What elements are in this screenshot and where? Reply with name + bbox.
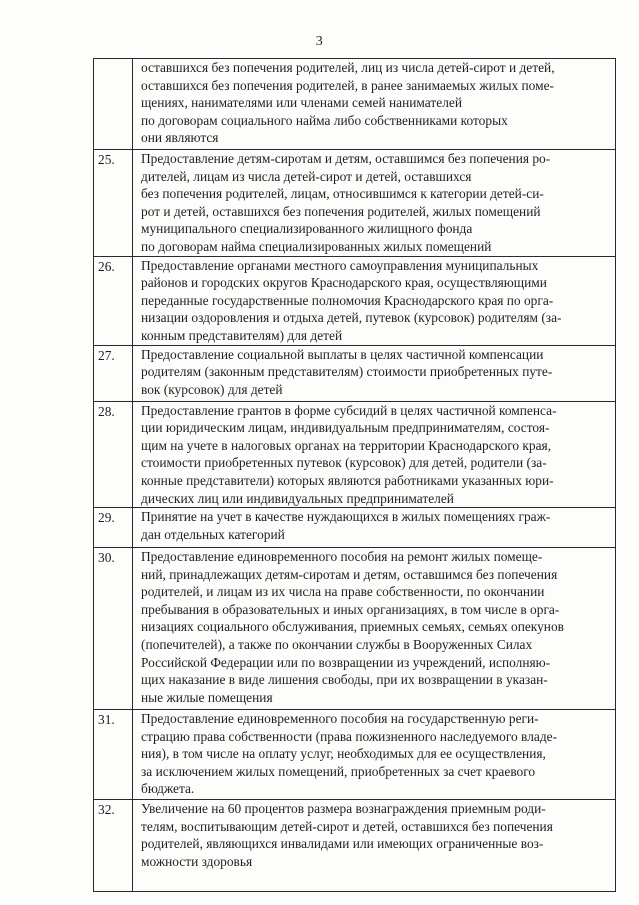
text-line: ции юридическим лицам, индивидуальным предпринимателям, состоя- — [141, 420, 550, 436]
text-line: низации оздоровления и отдыха детей, путевок (курсовок) родителям (за- — [141, 310, 562, 326]
table-row — [94, 345, 616, 401]
row-number: 30. — [94, 548, 133, 710]
row-number — [94, 59, 133, 150]
text-line: конным представителям) для детей — [141, 327, 343, 343]
table-row — [94, 508, 616, 548]
row-text — [133, 345, 616, 401]
text-line: Предоставление единовременного пособия на ремонт жилых помеще- — [141, 549, 543, 565]
table-row — [94, 256, 616, 345]
table-row — [94, 401, 616, 508]
text-line: родителей, являющихся инвалидами или имеющих ограниченные воз- — [141, 836, 544, 852]
text-line: ний, принадлежащих детям-сиротам и детям, оставшимся без попечения — [141, 566, 558, 582]
text-line: Предоставление социальной выплаты в целях частичной компенсации — [141, 346, 544, 362]
text-line: муниципального специализированного жилищного фонда — [141, 221, 473, 237]
text-line: оставшихся без попечения родителей, в ранее занимаемых жилых поме- — [141, 77, 554, 93]
text-line: щениях, нанимателями или членами семей нанимателей — [141, 95, 462, 111]
text-line: Предоставление органами местного самоуправления муниципальных — [141, 257, 539, 273]
row-number: 26. — [94, 256, 133, 345]
row-text — [133, 401, 616, 508]
page-number: 3 — [315, 34, 324, 49]
text-line: Предоставление единовременного пособия на государственную реги- — [141, 711, 539, 727]
table-row — [94, 59, 616, 150]
text-line: по договорам социального найма либо собственниками которых — [141, 112, 508, 128]
text-line: щим на учете в налоговых органах на территории Краснодарского края, — [141, 437, 552, 453]
text-line: щих наказание в виде лишения свободы, при их возвращении в указан- — [141, 672, 548, 688]
text-line: можности здоровья — [141, 853, 253, 869]
row-number: 28. — [94, 401, 133, 508]
row-text — [133, 800, 616, 892]
row-text — [133, 150, 616, 257]
text-line: родителям (законным представителям) стоимости приобретенных путе- — [141, 364, 553, 380]
text-line: вок (курсовок) для детей — [141, 381, 283, 397]
table-row — [94, 548, 616, 710]
text-line: дан отдельных категорий — [141, 526, 285, 542]
table-row — [94, 150, 616, 257]
text-line: ния), в том числе на оплату услуг, необходимых для ее осуществления, — [141, 746, 546, 762]
table-row — [94, 800, 616, 892]
row-text — [133, 710, 616, 800]
text-line: конные представители) которых являются работниками указанных юри- — [141, 472, 554, 488]
text-line: переданные государственные полномочия Краснодарского края по орга- — [141, 292, 554, 308]
services-table — [93, 58, 616, 892]
text-line: Российской Федерации или по возвращении из учреждений, исполняю- — [141, 654, 551, 670]
text-line: без попечения родителей, лицам, относившимся к категории детей-си- — [141, 186, 544, 202]
row-number: 32. — [94, 800, 133, 892]
text-line: пребывания в образовательных и иных организациях, в том числе в орга- — [141, 601, 560, 617]
text-line: по договорам найма специализированных жилых помещений — [141, 238, 492, 254]
row-number: 25. — [94, 150, 133, 257]
text-line: (попечителей), а также по окончании службы в Вооруженных Силах — [141, 637, 533, 653]
text-line: страцию права собственности (права пожизненного наследуемого владе- — [141, 728, 558, 744]
text-line: дителей, лицам из числа детей-сирот и детей, оставшихся — [141, 168, 472, 184]
text-line: они являются — [141, 130, 219, 146]
text-line: Увеличение на 60 процентов размера вознаграждения приемным роди- — [141, 801, 546, 817]
row-text — [133, 256, 616, 345]
text-line: рот и детей, оставшихся без попечения родителей, жилых помещений — [141, 203, 541, 219]
text-line: Предоставление детям-сиротам и детям, оставшимся без попечения ро- — [141, 151, 551, 166]
text-line: за исключением жилых помещений, приобретенных за счет краевого — [141, 763, 536, 779]
text-line: дических лиц или индивидуальных предпринимателей — [141, 490, 454, 506]
text-line: Предоставление грантов в форме субсидий в целях частичной компенса- — [141, 402, 557, 418]
text-line: родителей, и лицам из их числа на праве собственности, по окончании — [141, 584, 545, 600]
row-number: 27. — [94, 345, 133, 401]
text-line: районов и городских округов Краснодарского края, осуществляющими — [141, 275, 547, 291]
text-line: бюджета. — [141, 781, 195, 797]
text-line: Принятие на учет в качестве нуждающихся в жилых помещениях граж- — [141, 509, 551, 525]
text-line: низациях социального обслуживания, приемных семьях, семьях опекунов — [141, 619, 564, 635]
services-table-body — [94, 59, 616, 892]
text-line: ные жилые помещения — [141, 689, 273, 705]
row-text — [133, 508, 616, 548]
row-number: 31. — [94, 710, 133, 800]
row-number: 29. — [94, 508, 133, 548]
text-line: стоимости приобретенных путевок (курсовок) для детей, родители (за- — [141, 455, 547, 471]
row-text — [133, 548, 616, 710]
text-line: телям, воспитывающим детей-сирот и детей, оставшихся без попечения — [141, 818, 553, 834]
table-row — [94, 710, 616, 800]
row-text — [133, 59, 616, 150]
text-line: оставшихся без попечения родителей, лиц из числа детей-сирот и детей, — [141, 60, 555, 75]
